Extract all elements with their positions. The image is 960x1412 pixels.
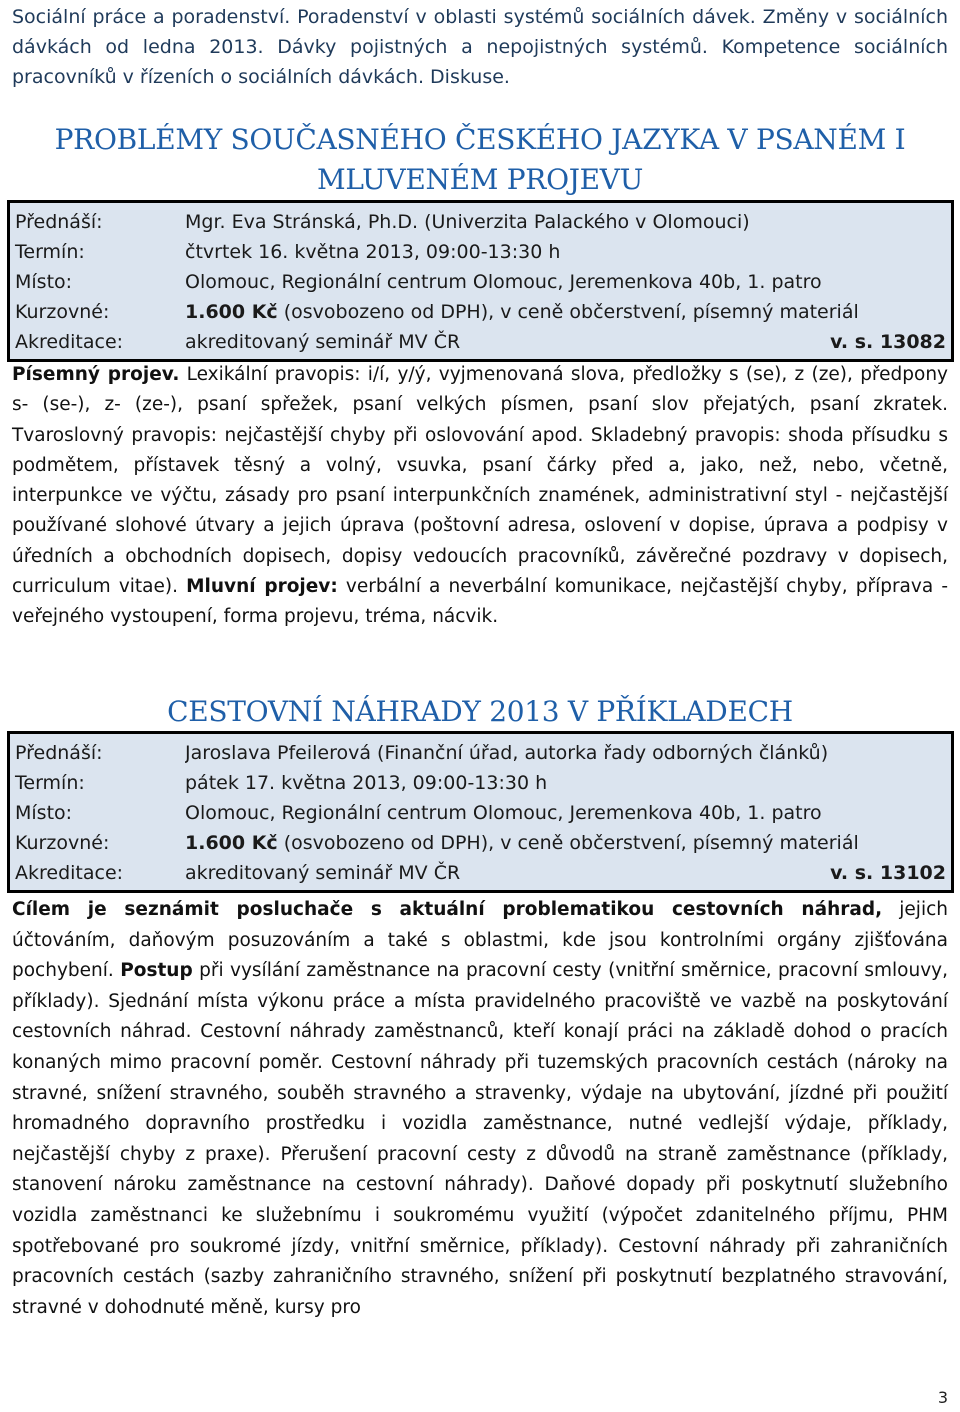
seminar1-title [10, 120, 950, 200]
page-number: 3 [937, 1388, 948, 1407]
info-value: Mgr. Eva Stránská, Ph.D. (Univerzita Palackého v Olomouci) [185, 211, 750, 233]
info-value: akreditovaný seminář MV ČR [185, 331, 461, 353]
info-value [185, 828, 944, 858]
info-row-accreditation [13, 858, 948, 888]
info-value: pátek 17. května 2013, 09:00-13:30 h [185, 772, 548, 794]
info-label: Přednáší: [15, 742, 103, 764]
seminar2-title: CESTOVNÍ NÁHRADY 2013 V PŘÍKLADECH [167, 695, 793, 728]
info-value: Olomouc, Regionální centrum Olomouc, Jeremenkova 40b, 1. patro [185, 271, 822, 293]
accreditation-code: v. s. 13102 [830, 862, 946, 884]
seminar1-description [12, 360, 948, 633]
desc-text: při vysílání zaměstnance na pracovní cesty (vnitřní směrnice, pracovní smlouvy, příklady). Sjednání místa výkonu práce a místa pravidelného pracoviště ve vazbě na poskytování cestovních náhrad. Cestovní náhrady zaměstnanců, kteří konají práci na základě dohod o pracích konaných mimo pracovní poměr. Cestovní náhrady při tuzemských pracovních cestách (nároky na stravné, snížení stravného, souběh stravného a stravenky, výdaje na ubytování, jízdné při použití hromadného dopravního prostředku i vozidla zaměstnance, nutné vedlejší výdaje, příklady, nejčastější chyby z praxe). Přerušení pracovní cesty z důvodů na straně zaměstnance (příklady, stanovení nároku zaměstnance na cestovní náhrady). Daňové dopady při poskytnutí služebního vozidla zaměstnanci ke služebnímu i soukromému využití (výpočet zdanitelného příjmu, PHM spotřebované pro soukromé jízdy, vnitřní směrnice, příklady). Cestovní náhrady při zahraničních pracovních cestách (sazby zahraničního stravného, snížení při poskytnutí bezplatného stravování, stravné v dohodnuté měně, kursy pro [12, 960, 948, 1318]
info-label: Kurzovné: [15, 301, 110, 323]
intro-paragraph [12, 2, 948, 92]
info-row-place [13, 798, 948, 828]
info-label: Akreditace: [15, 331, 124, 353]
seminar2-info-box [7, 731, 954, 893]
info-value [185, 297, 944, 327]
desc-bold: Cílem je seznámit posluchače s aktuální problematikou cestovních náhrad, [12, 899, 883, 920]
desc-text: verbální a neverbální komunikace, nejčastější chyby, příprava - veřejného vystoupení, forma projevu, tréma, nácvik. [12, 576, 948, 628]
info-row-date [13, 768, 948, 798]
info-row-lecturer [13, 738, 948, 768]
fee-amount: 1.600 Kč [185, 832, 278, 854]
info-label: Přednáší: [15, 211, 103, 233]
info-value: Jaroslava Pfeilerová (Finanční úřad, autorka řady odborných článků) [185, 742, 829, 764]
accreditation-code: v. s. 13082 [830, 331, 946, 353]
desc-bold: Písemný projev. [12, 364, 180, 385]
fee-details: (osvobozeno od DPH), v ceně občerstvení, písemný materiál [277, 832, 859, 854]
desc-bold: Postup [120, 960, 193, 982]
seminar1-title-line1: PROBLÉMY SOUČASNÉHO ČESKÉHO JAZYKA V PSANÉM I [54, 123, 906, 156]
info-label: Místo: [15, 271, 73, 293]
seminar1-title-line2: MLUVENÉM PROJEVU [316, 163, 644, 196]
info-row-fee [13, 297, 948, 327]
info-value: Olomouc, Regionální centrum Olomouc, Jeremenkova 40b, 1. patro [185, 802, 822, 824]
info-label: Kurzovné: [15, 832, 110, 854]
info-row-place [13, 267, 948, 297]
info-label: Termín: [15, 772, 85, 794]
seminar2-description [12, 895, 948, 1323]
fee-amount: 1.600 Kč [185, 301, 278, 323]
desc-text: jejich účtováním, daňovým posuzováním a také s oblastmi, kde jsou kontrolními orgány zjišťována pochybení. [12, 899, 948, 982]
info-label: Místo: [15, 802, 73, 824]
info-row-lecturer [13, 207, 948, 237]
info-row-date [13, 237, 948, 267]
intro-text: Sociální práce a poradenství. Poradenství v oblasti systémů sociálních dávek. Změny v sociálních dávkách od ledna 2013. Dávky pojistných a nepojistných systémů. Kompetence sociálních pracovníků v řízeních o sociálních dávkách. Diskuse. [12, 6, 948, 88]
info-value: akreditovaný seminář MV ČR [185, 862, 461, 884]
info-value: čtvrtek 16. května 2013, 09:00-13:30 h [185, 241, 561, 263]
info-label: Termín: [15, 241, 85, 263]
seminar1-info-box [7, 200, 954, 362]
info-row-fee [13, 828, 948, 858]
desc-text: Lexikální pravopis: i/í, y/ý, vyjmenovaná slova, předložky s (se), z (ze), předpony s- (se-), z- (ze-), psaní spřežek, psaní velkých písmen, psaní slov přejatých, psaní zkratek. Tvaroslovný pravopis: nejčastější chyby při oslovování apod. Skladebný pravopis: shoda přísudku s podmětem, přístavek těsný a volný, vsuvka, psaní čárky před a, jako, než, nebo, včetně, interpunkce ve výčtu, zásady pro psaní interpunkčních znamének, administrativní styl - nejčastější používané slohové útvary a jejich úprava (poštovní adresa, oslovení v dopise, úprava a podpisy v úředních a obchodních dopisech, dopisy vedoucích pracovníků, závěrečné pozdravy v dopisech, curriculum vitae). [12, 364, 948, 598]
fee-details: (osvobozeno od DPH), v ceně občerstvení, písemný materiál [277, 301, 859, 323]
info-label: Akreditace: [15, 862, 124, 884]
desc-bold: Mluvní projev: [186, 576, 338, 598]
info-row-accreditation [13, 327, 948, 357]
